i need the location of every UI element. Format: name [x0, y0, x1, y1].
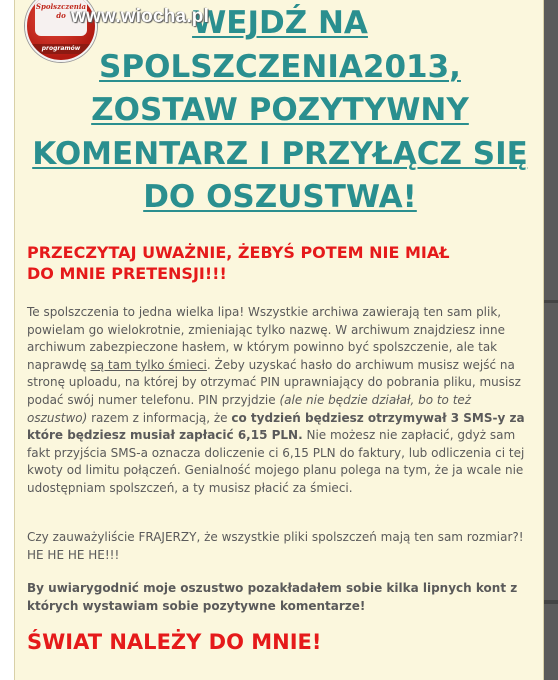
warning-line-1: PRZECZYTAJ UWAŻNIE, ŻEBYŚ POTEM NIE MIAŁ [27, 243, 450, 262]
headline-line-2: SPOLSZCZENIA2013, [99, 48, 461, 85]
body-text-2: . Żeby uzyskać hasło do archiwum musisz wejść na stronę uploadu, na której by otrzymać PIN uprawniający do pobrania pliku, musisz podać swój numer telefonu. PIN przyjdzie [27, 357, 521, 407]
article-page [14, 0, 544, 680]
warning-line-2: DO MNIE PRETENSJI!!! [27, 264, 227, 283]
headline-line-5: DO OSZUSTWA! [143, 179, 417, 215]
body-paragraph [27, 304, 531, 498]
headline-line-3: ZOSTAW POZYTYWNY [91, 92, 469, 128]
body-italic: (ale nie będzie działał, bo to też oszustwo) [27, 392, 472, 425]
logo-line-2: do [56, 11, 66, 20]
right-margin-bar [544, 300, 558, 303]
frajerzy-paragraph: Czy zauważyliście FRAJERZY, że wszystkie pliki spolszczeń mają ten sam rozmiar?! HE HE HE HE!!! [27, 530, 524, 562]
closing-heading: ŚWIAT NALEŻY DO MNIE! [27, 630, 322, 654]
logo-line-1: Spolszczenia [35, 2, 87, 11]
headline-line-4: KOMENTARZ I PRZYŁĄCZ SIĘ [32, 135, 528, 172]
right-margin-bar [544, 600, 558, 604]
body-text-1: Te spolszczenia to jedna wielka lipa! Wszystkie archiwa zawierają ten sam plik, powielam go wielokrotnie, zmieniając tylko nazwę. W archiwum znajdziesz inne archiwum zabezpieczone hasłem, w którym powinno być spolszczenie, ale tak naprawdę [27, 305, 505, 372]
fake-accounts-paragraph: By uwiarygodnić moje oszustwo pozakładałem sobie kilka lipnych kont z których wystawiam sobie pozytywne komentarze! [27, 581, 518, 613]
left-margin [0, 0, 14, 680]
body-bold: co tydzień będziesz otrzymywał 3 SMS-y za które będziesz musiał zapłacić 6,15 PLN. [27, 410, 525, 443]
warning-heading [27, 242, 527, 284]
body-text-3: razem z informacją, że [87, 410, 232, 425]
body-text-4: Nie możesz nie zapłacić, gdyż sam fakt przyjścia SMS-a oznacza doliczenie ci 6,15 PLN do faktury, lub odliczenia ci tej kwoty od limitu połączeń. Genialność mojego planu polega na tym, że ja wcale nie udostępniam spolszczeń, a ty musisz płacić za śmieci. [27, 428, 525, 495]
right-margin [544, 0, 558, 680]
body-underlined: są tam tylko śmieci [90, 357, 207, 372]
logo-band: programów [27, 44, 95, 54]
headline-line-1: WEJDŹ NA [192, 5, 368, 41]
body-paragraph-text [27, 304, 531, 498]
watermark: www.wiocha.pl [71, 6, 210, 27]
